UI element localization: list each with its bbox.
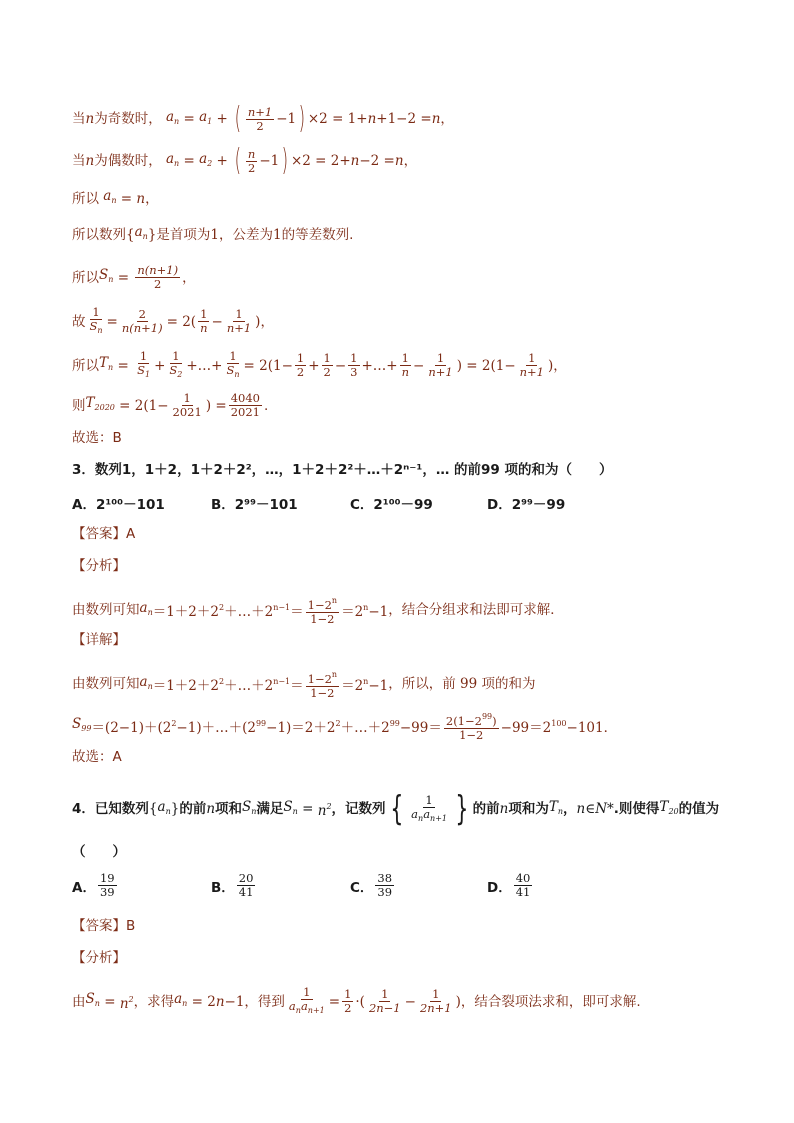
- option-label: D．: [487, 879, 512, 896]
- line-sn: 所以 $S_n$ = $\frac{n(n+1)}{2}$ ，: [72, 263, 196, 291]
- option-numerator: 40: [515, 871, 531, 885]
- option-denominator: 41: [515, 885, 531, 899]
- q4-answer-text: 【答案】B: [72, 918, 136, 934]
- text: ，所以，前: [388, 676, 456, 692]
- option-denominator: 39: [377, 885, 393, 899]
- q4-answer: [72, 916, 135, 936]
- q3-detail-title-text: 【详解】: [72, 632, 126, 648]
- q3-option-b: [211, 493, 298, 513]
- q3-option-a-text: A．2¹⁰⁰－101: [72, 497, 165, 513]
- q4-option-b: [211, 872, 257, 899]
- text: ，结合裂项法求和，即可求解.: [460, 993, 641, 1010]
- text: 由数列可知: [72, 676, 140, 692]
- line-choose-b: [72, 428, 122, 448]
- q3-option-c: [350, 493, 433, 513]
- q3-choose-a: [72, 747, 122, 767]
- text: 项的和为: [481, 676, 536, 692]
- q4-stem: 4．已知数列 { $a_n$ } 的前 n 项和 $S_n$ 满足 $S_n$ = $n^2$ ，记数列 { $\frac{1}{a_na_{n+1}}$ } 的前 n 项和为 $T_n$ ， n ∈ N * .则使得 $T_{20}$ 的值为: [72, 789, 720, 829]
- q4-option-a: [72, 872, 119, 899]
- text: 为偶数时，: [94, 153, 162, 169]
- q3-stem: [72, 460, 613, 480]
- q4-analysis-title-text: 【分析】: [72, 950, 126, 966]
- text: ，公差为: [219, 226, 273, 243]
- text: 故选：A: [72, 749, 122, 765]
- text: 所以: [72, 269, 99, 286]
- text: 所以数列: [72, 226, 126, 243]
- text: .则使得: [613, 801, 660, 817]
- text: 满足: [256, 801, 284, 817]
- text: 项和为: [508, 801, 549, 817]
- q3-analysis-title: [72, 556, 126, 576]
- q4-option-c: [350, 872, 396, 899]
- line-arithmetic: 所以数列 { $a_n$ } 是首项为 1 ，公差为 1 的等差数列.: [72, 224, 354, 243]
- text: 所以: [72, 357, 99, 374]
- option-denominator: 41: [238, 885, 254, 899]
- q3-stem-text: 3．数列1，1＋2，1＋2＋2²，…，1＋2＋2²＋…＋2ⁿ⁻¹，… 的前99 项的和为（ ）: [72, 462, 613, 478]
- option-numerator: 38: [377, 871, 393, 885]
- text: 由数列可知: [72, 602, 140, 618]
- q3-analysis: 由数列可知 $a_n$ $=1+2+2^2+\dots+2^{n-1}=$ $\frac{1-2^n}{1-2}$ $=2^n-1$ ，结合分组求和法即可求解．: [72, 596, 564, 626]
- line-odd-case: 当 n 为奇数时， $a_n$ = $a_1$ + ( $\frac{n+1}{2}$ −1 ) ×2 = 1+ n +1−2 = n ，: [72, 101, 454, 136]
- option-numerator: 20: [238, 871, 254, 885]
- text: 的前: [179, 801, 207, 817]
- text: 的值为: [678, 801, 720, 817]
- text: 项和: [215, 801, 243, 817]
- q3-option-b-text: B．2⁹⁹－101: [211, 497, 298, 513]
- option-numerator: 19: [99, 871, 115, 885]
- q3-option-d-text: D．2⁹⁹－99: [487, 497, 566, 513]
- q3-answer: [72, 524, 135, 544]
- text: 所以: [72, 190, 99, 207]
- q3-detail-line1: 由数列可知 $a_n$ $=1+2+2^2+\dots+2^{n-1}=$ $\frac{1-2^n}{1-2}$ $=2^n-1$ ，所以，前 99 项的和为: [72, 670, 536, 700]
- option-label: B．: [211, 879, 235, 896]
- q3-detail-line2: $S_{99}$ $=(2-1)+(2^2-1)+\dots+(2^{99}-1)=2+2^2+\dots+2^{99}-99=$ $\frac{2(1-2^{99})}{1-2}$ $-99=2^{100}-101$．: [72, 712, 618, 742]
- q3-detail-title: [72, 630, 126, 650]
- text: ，记数列: [331, 801, 386, 817]
- q3-option-d: [487, 493, 565, 513]
- text: 则: [72, 397, 86, 414]
- line-reciprocal: 故 $\frac{1}{S_n}$ = $\frac{2}{n(n+1)}$ = 2( $\frac{1}{n}$ − $\frac{1}{n+1}$ ) ，: [72, 305, 274, 335]
- text: ，得到: [244, 993, 285, 1010]
- text: ，求得: [133, 993, 175, 1010]
- line-t2020: 则 $T_{2020}$ = 2(1− $\frac{1}{2021}$ ) = $\frac{4040}{2021}$ .: [72, 391, 269, 419]
- line-an-equals-n: 所以 $a_n$ = n ，: [72, 188, 159, 207]
- q3-answer-text: 【答案】A: [72, 526, 136, 542]
- line-even-case: 当 n 为偶数时， $a_n$ = $a_2$ + ( $\frac{n}{2}$ −1 ) ×2 = 2+ n −2 = n ，: [72, 143, 418, 178]
- text: 当: [72, 153, 86, 169]
- q4-paren: [72, 842, 126, 862]
- option-label: C．: [350, 879, 374, 896]
- option-label: A．: [72, 879, 96, 896]
- text: 由: [72, 993, 86, 1010]
- text: 当: [72, 111, 86, 127]
- q4-option-d: [487, 872, 534, 899]
- text: ，结合分组求和法即可求解．: [388, 602, 564, 618]
- text: 4．已知数列: [72, 801, 149, 817]
- text: ，: [563, 801, 577, 817]
- text: （ ）: [72, 844, 126, 860]
- q3-option-a: [72, 493, 165, 513]
- line-tn: 所以 $T_n$ = $\frac{1}{S_1}$ + $\frac{1}{S_2}$ +…+ $\frac{1}{S_n}$ = 2(1− $\frac{1}{2}$ + $\frac{1}{2}$ − $\frac{1}{3}$ +…+ $\frac{1}{n}$ − $\frac{1}{n+1}$ ) = 2(1− $\frac{1}{n+1}$ ) ，: [72, 349, 567, 379]
- text: 的等差数列.: [281, 226, 354, 243]
- q4-analysis: 由 $S_n$ = $n^2$ ，求得 $a_n$ = 2 n −1 ，得到 $\frac{1}{a_na_{n+1}}$ = $\frac{1}{2}$ ·( $\frac{1}{2n-1}$ − $\frac{1}{2n+1}$ ) ，结合裂项法求和，即可求解.: [72, 985, 641, 1015]
- text: 是首项为: [156, 226, 211, 243]
- answer-choice-text: 故选：B: [72, 430, 122, 446]
- option-denominator: 39: [99, 885, 115, 899]
- text: 故: [72, 313, 86, 330]
- text: 的前: [472, 801, 500, 817]
- q3-option-c-text: C．2¹⁰⁰－99: [350, 497, 433, 513]
- text: 为奇数时，: [94, 111, 162, 127]
- q3-analysis-title-text: 【分析】: [72, 558, 126, 574]
- q4-analysis-title: [72, 948, 126, 968]
